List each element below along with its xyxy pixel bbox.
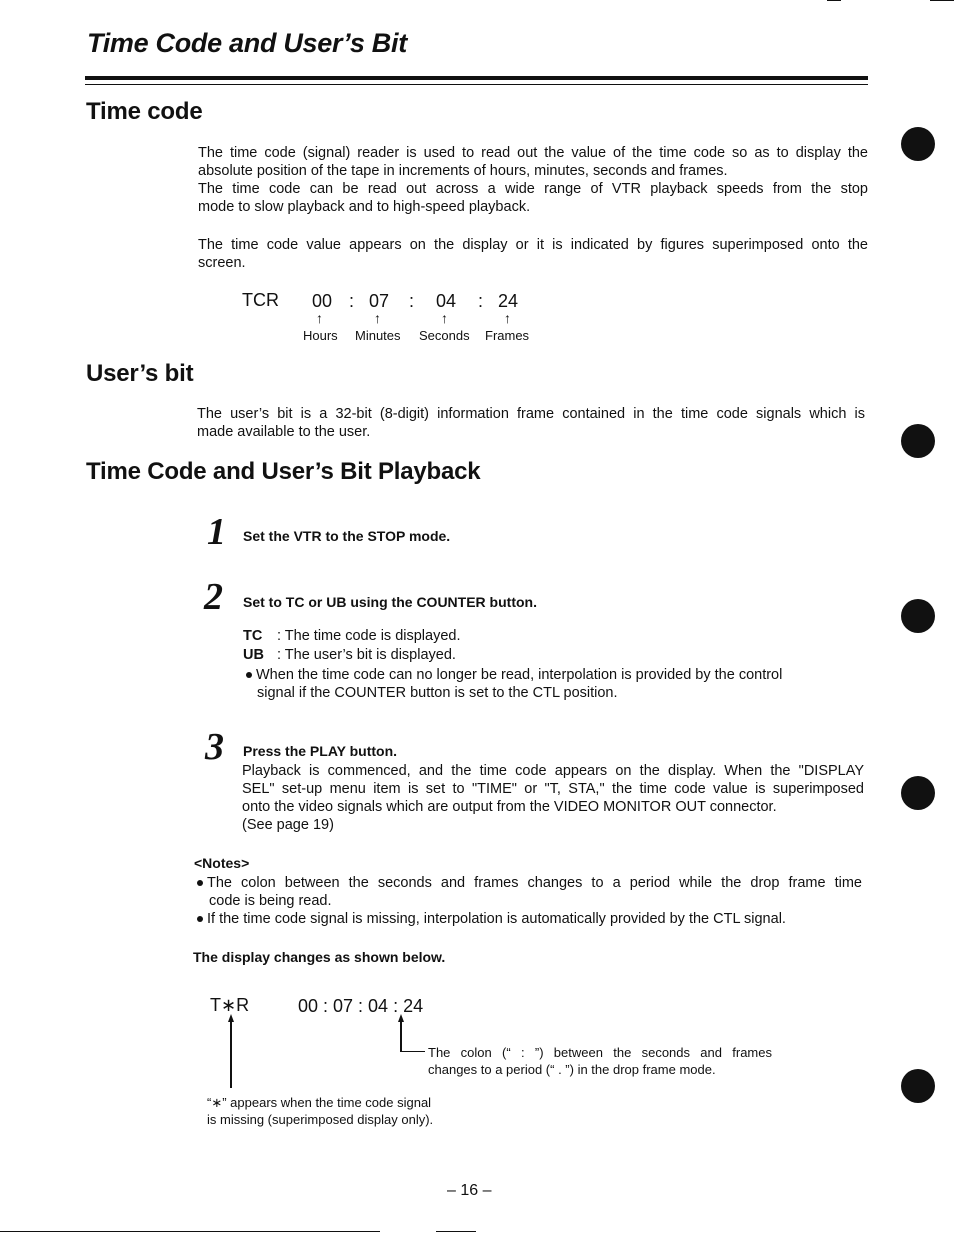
arrow-up-icon: ↑ <box>504 310 511 326</box>
tcr-seconds: 04 <box>436 291 457 311</box>
tcr-sep-1: : <box>349 291 355 311</box>
note-2: If the time code signal is missing, interpolation is automatically provided by the CTL signal. <box>207 911 786 927</box>
colon-note-line1: The colon (“ : ”) between the seconds and frames <box>428 1045 772 1060</box>
tab-marker-dot <box>901 599 935 633</box>
header-rule-thin <box>85 84 868 85</box>
step-1-number: 1 <box>207 511 226 553</box>
tcr-hours: 00 <box>312 291 333 311</box>
users-bit-line2: made available to the user. <box>197 424 371 440</box>
tc-key: TC <box>243 628 263 644</box>
step-2-bullet-line1: When the time code can no longer be read, interpolation is provided by the control <box>256 667 783 683</box>
time-code-paragraph-2 <box>198 236 868 272</box>
step-2-ub-row <box>243 646 456 664</box>
step-1-title: Set the VTR to the STOP mode. <box>243 528 451 544</box>
bullet-icon <box>246 672 252 678</box>
corner-mark <box>827 0 841 1</box>
note-1-line1: The colon between the seconds and frames changes to a period while the drop frame time <box>207 875 862 891</box>
footer-rule-right <box>436 1231 476 1232</box>
page-title: Time Code and User’s Bit <box>87 28 407 58</box>
arrow-up-icon: ↑ <box>374 310 381 326</box>
header-rule-thick <box>85 76 868 80</box>
tcr-frames: 24 <box>498 291 519 311</box>
arrow-up-icon: ↑ <box>441 310 448 326</box>
display-changes-heading: The display changes as shown below. <box>193 949 446 965</box>
star-note-line1: “∗” appears when the time code signal <box>207 1095 432 1110</box>
users-bit-heading: User’s bit <box>86 360 194 387</box>
tcr-hours-label: Hours <box>303 328 338 343</box>
tcr-minutes: 07 <box>369 291 390 311</box>
notes-heading: <Notes> <box>194 855 250 871</box>
tab-marker-dot <box>901 776 935 810</box>
step-3-number: 3 <box>205 726 224 768</box>
star-note-line2: is missing (superimposed display only). <box>207 1112 434 1127</box>
tcr-sep-3: : <box>478 291 484 311</box>
step-2-bullet-line2: signal if the COUNTER button is set to the CTL position. <box>257 685 618 701</box>
tcr-seconds-label: Seconds <box>419 328 470 343</box>
tab-marker-dot <box>901 127 935 161</box>
step-2-title: Set to TC or UB using the COUNTER button. <box>243 594 537 610</box>
time-code-p1-line1: The time code (signal) reader is used to read out the value of the time code so as to display the <box>198 145 868 161</box>
star-note <box>207 1094 433 1128</box>
colon-note <box>428 1044 772 1078</box>
playback-heading: Time Code and User’s Bit Playback <box>86 458 481 485</box>
page-number: – 16 – <box>447 1182 492 1199</box>
tcr-frames-label: Frames <box>485 328 530 343</box>
time-code-p1-line2: absolute position of the tape in increments of hours, minutes, seconds and frames. <box>198 163 728 179</box>
time-code-p1-line4: mode to slow playback and to high-speed playback. <box>198 199 531 215</box>
users-bit-paragraph <box>197 405 865 441</box>
footer-rule-left <box>0 1231 380 1232</box>
step-3-paragraph <box>242 762 864 834</box>
step-2-number: 2 <box>204 576 223 618</box>
note-1-line2: code is being read. <box>209 893 332 909</box>
step-3-line1: Playback is commenced, and the time code appears on the display. When the "DISPLAY <box>242 763 864 779</box>
bullet-icon <box>197 916 203 922</box>
tcr-sep-2: : <box>409 291 415 311</box>
time-code-paragraph-1 <box>198 144 868 216</box>
arrow-up-icon: ↑ <box>316 310 323 326</box>
step-2-bullet <box>246 666 846 702</box>
step-3-line2: SEL" set-up menu item is set to "TIME" or "T, STA," the time code value is superimposed <box>242 781 864 797</box>
time-code-p2-line1: The time code value appears on the display or it is indicated by figures superimposed onto the <box>198 237 868 253</box>
ub-text: : The user’s bit is displayed. <box>277 647 456 663</box>
notes-list <box>197 874 862 928</box>
step-3-line3: onto the video signals which are output from the VIDEO MONITOR OUT connector. <box>242 799 777 815</box>
colon-pointer-line <box>400 1020 402 1052</box>
ub-key: UB <box>243 647 264 663</box>
tsr-label: T∗R <box>210 995 250 1015</box>
tc-text: : The time code is displayed. <box>277 628 461 644</box>
bullet-icon <box>197 880 203 886</box>
time-code-p1-line3: The time code can be read out across a wide range of VTR playback speeds from the stop <box>198 181 868 197</box>
star-pointer-line <box>230 1020 232 1088</box>
colon-pointer-leader <box>400 1051 425 1052</box>
step-2-tc-row <box>243 627 461 645</box>
time-code-p2-line2: screen. <box>198 255 246 271</box>
tcr-minutes-label: Minutes <box>355 328 401 343</box>
users-bit-line1: The user’s bit is a 32-bit (8-digit) information frame contained in the time code signals which is <box>197 406 865 422</box>
tab-marker-dot <box>901 424 935 458</box>
time-code-heading: Time code <box>86 98 203 125</box>
tcr-label: TCR <box>242 290 279 310</box>
corner-mark <box>930 0 954 1</box>
colon-note-line2: changes to a period (“ . ”) in the drop frame mode. <box>428 1062 716 1077</box>
tsr-value: 00 : 07 : 04 : 24 <box>298 996 424 1016</box>
step-3-line4: (See page 19) <box>242 817 334 833</box>
tab-marker-dot <box>901 1069 935 1103</box>
step-3-title: Press the PLAY button. <box>243 743 398 759</box>
